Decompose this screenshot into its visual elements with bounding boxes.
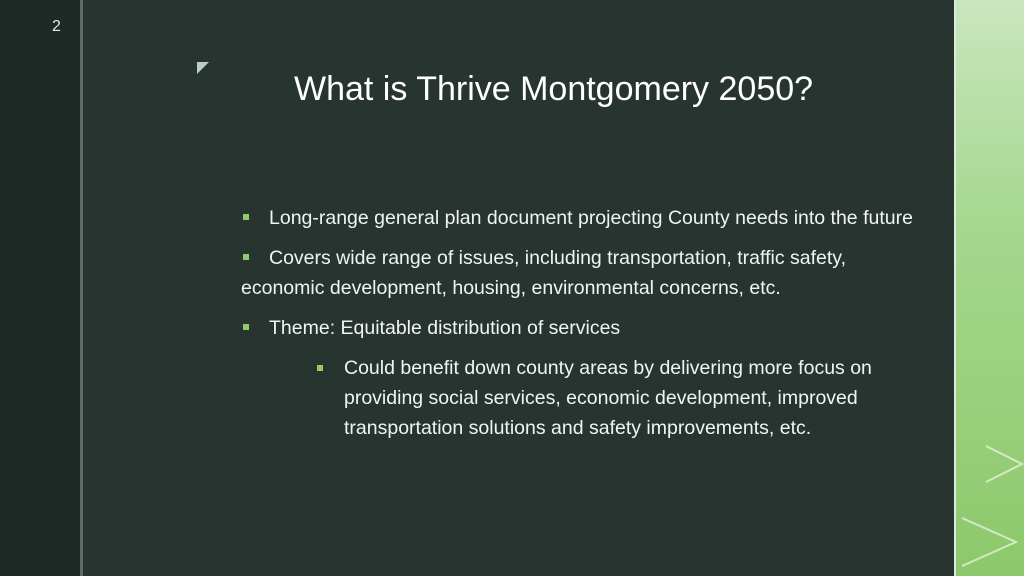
bullet-square-icon: [317, 365, 323, 371]
bullet-item: [241, 313, 921, 343]
bullet-square-icon: [243, 214, 249, 220]
sub-bullet-item: [317, 353, 921, 443]
corner-triangle-icon: [197, 62, 209, 74]
slide-number: 2: [52, 18, 61, 35]
left-divider: [80, 0, 83, 576]
left-panel: [0, 0, 80, 576]
bullet-text: Long-range general plan document projecting County needs into the future: [269, 207, 913, 229]
bullet-square-icon: [243, 324, 249, 330]
bullet-square-icon: [243, 254, 249, 260]
slide-title: What is Thrive Montgomery 2050?: [294, 70, 814, 108]
chevron-decoration-icon: [956, 430, 1024, 576]
bullet-text: Theme: Equitable distribution of services: [269, 317, 621, 339]
bullet-item: [241, 203, 921, 233]
bullet-item: [241, 243, 921, 303]
bullet-text: Covers wide range of issues, including transportation, traffic safety, economic development, housing, environmental concerns, etc.: [241, 247, 846, 299]
sub-bullet-text: Could benefit down county areas by delivering more focus on providing social services, economic development, improved transportation solutions and safety improvements, etc.: [344, 357, 872, 439]
slide-content: [241, 203, 921, 443]
